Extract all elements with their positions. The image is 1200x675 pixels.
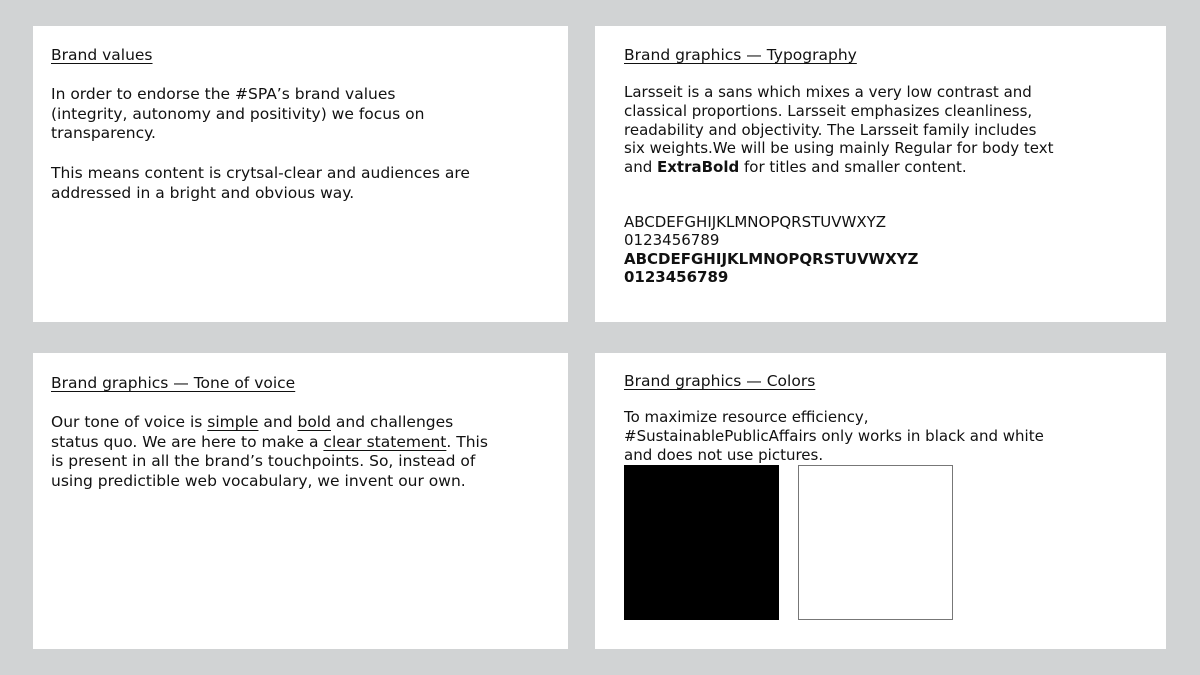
typography-text-start: Larsseit is a sans which mixes a very low contrast and classical proportions. Larsseit emphasizes cleanliness, readability and objectivity. The Larsseit family includes six weights.We will be using mainly Regular for body text and xyxy=(624,83,1054,177)
voice-underlined-clear-statement: clear statement xyxy=(323,432,447,451)
specimen-regular-digits: 0123456789 xyxy=(624,231,720,250)
colors-title: Brand graphics — Colors xyxy=(624,372,816,390)
tone-of-voice-paragraph xyxy=(51,413,501,491)
brand-values-paragraph-2: This means content is crytsal-clear and audiences are addressed in a bright and obvious way. xyxy=(51,164,470,202)
voice-underlined-simple: simple xyxy=(207,413,259,431)
typography-card xyxy=(595,26,1166,322)
brand-values-paragraph-1: In order to endorse the #SPA’s brand values (integrity, autonomy and positivity) we focus on transparency. xyxy=(51,85,425,143)
tone-of-voice-card xyxy=(33,353,568,649)
voice-text-4: . This is present in all the brand’s touchpoints. So, instead of using predictible web vocabulary, we invent our own. xyxy=(51,432,488,490)
specimen-bold-letters: ABCDEFGHIJKLMNOPQRSTUVWXYZ xyxy=(624,249,919,268)
specimen-bold-digits: 0123456789 xyxy=(624,268,729,287)
brand-values-card xyxy=(33,26,568,322)
voice-text-2: and xyxy=(258,413,298,431)
specimen-regular-letters: ABCDEFGHIJKLMNOPQRSTUVWXYZ xyxy=(624,213,887,231)
type-specimen xyxy=(624,213,918,287)
brand-values-title: Brand values xyxy=(51,46,153,64)
typography-title: Brand graphics — Typography xyxy=(624,46,857,64)
typography-text-bold: ExtraBold xyxy=(657,158,740,177)
voice-text-1: Our tone of voice is xyxy=(51,413,208,431)
voice-underlined-bold: bold xyxy=(297,413,331,431)
typography-text-end: for titles and smaller content. xyxy=(739,158,967,177)
voice-text-3: and challenges status quo. We are here to make a xyxy=(51,413,454,451)
typography-paragraph xyxy=(624,83,1054,177)
white-color-swatch xyxy=(798,465,953,620)
tone-of-voice-title: Brand graphics — Tone of voice xyxy=(51,374,296,392)
colors-card xyxy=(595,353,1166,649)
black-color-swatch xyxy=(624,465,779,620)
colors-paragraph: To maximize resource efficiency, #SustainablePublicAffairs only works in black and white and does not use pictures. xyxy=(624,408,1044,464)
